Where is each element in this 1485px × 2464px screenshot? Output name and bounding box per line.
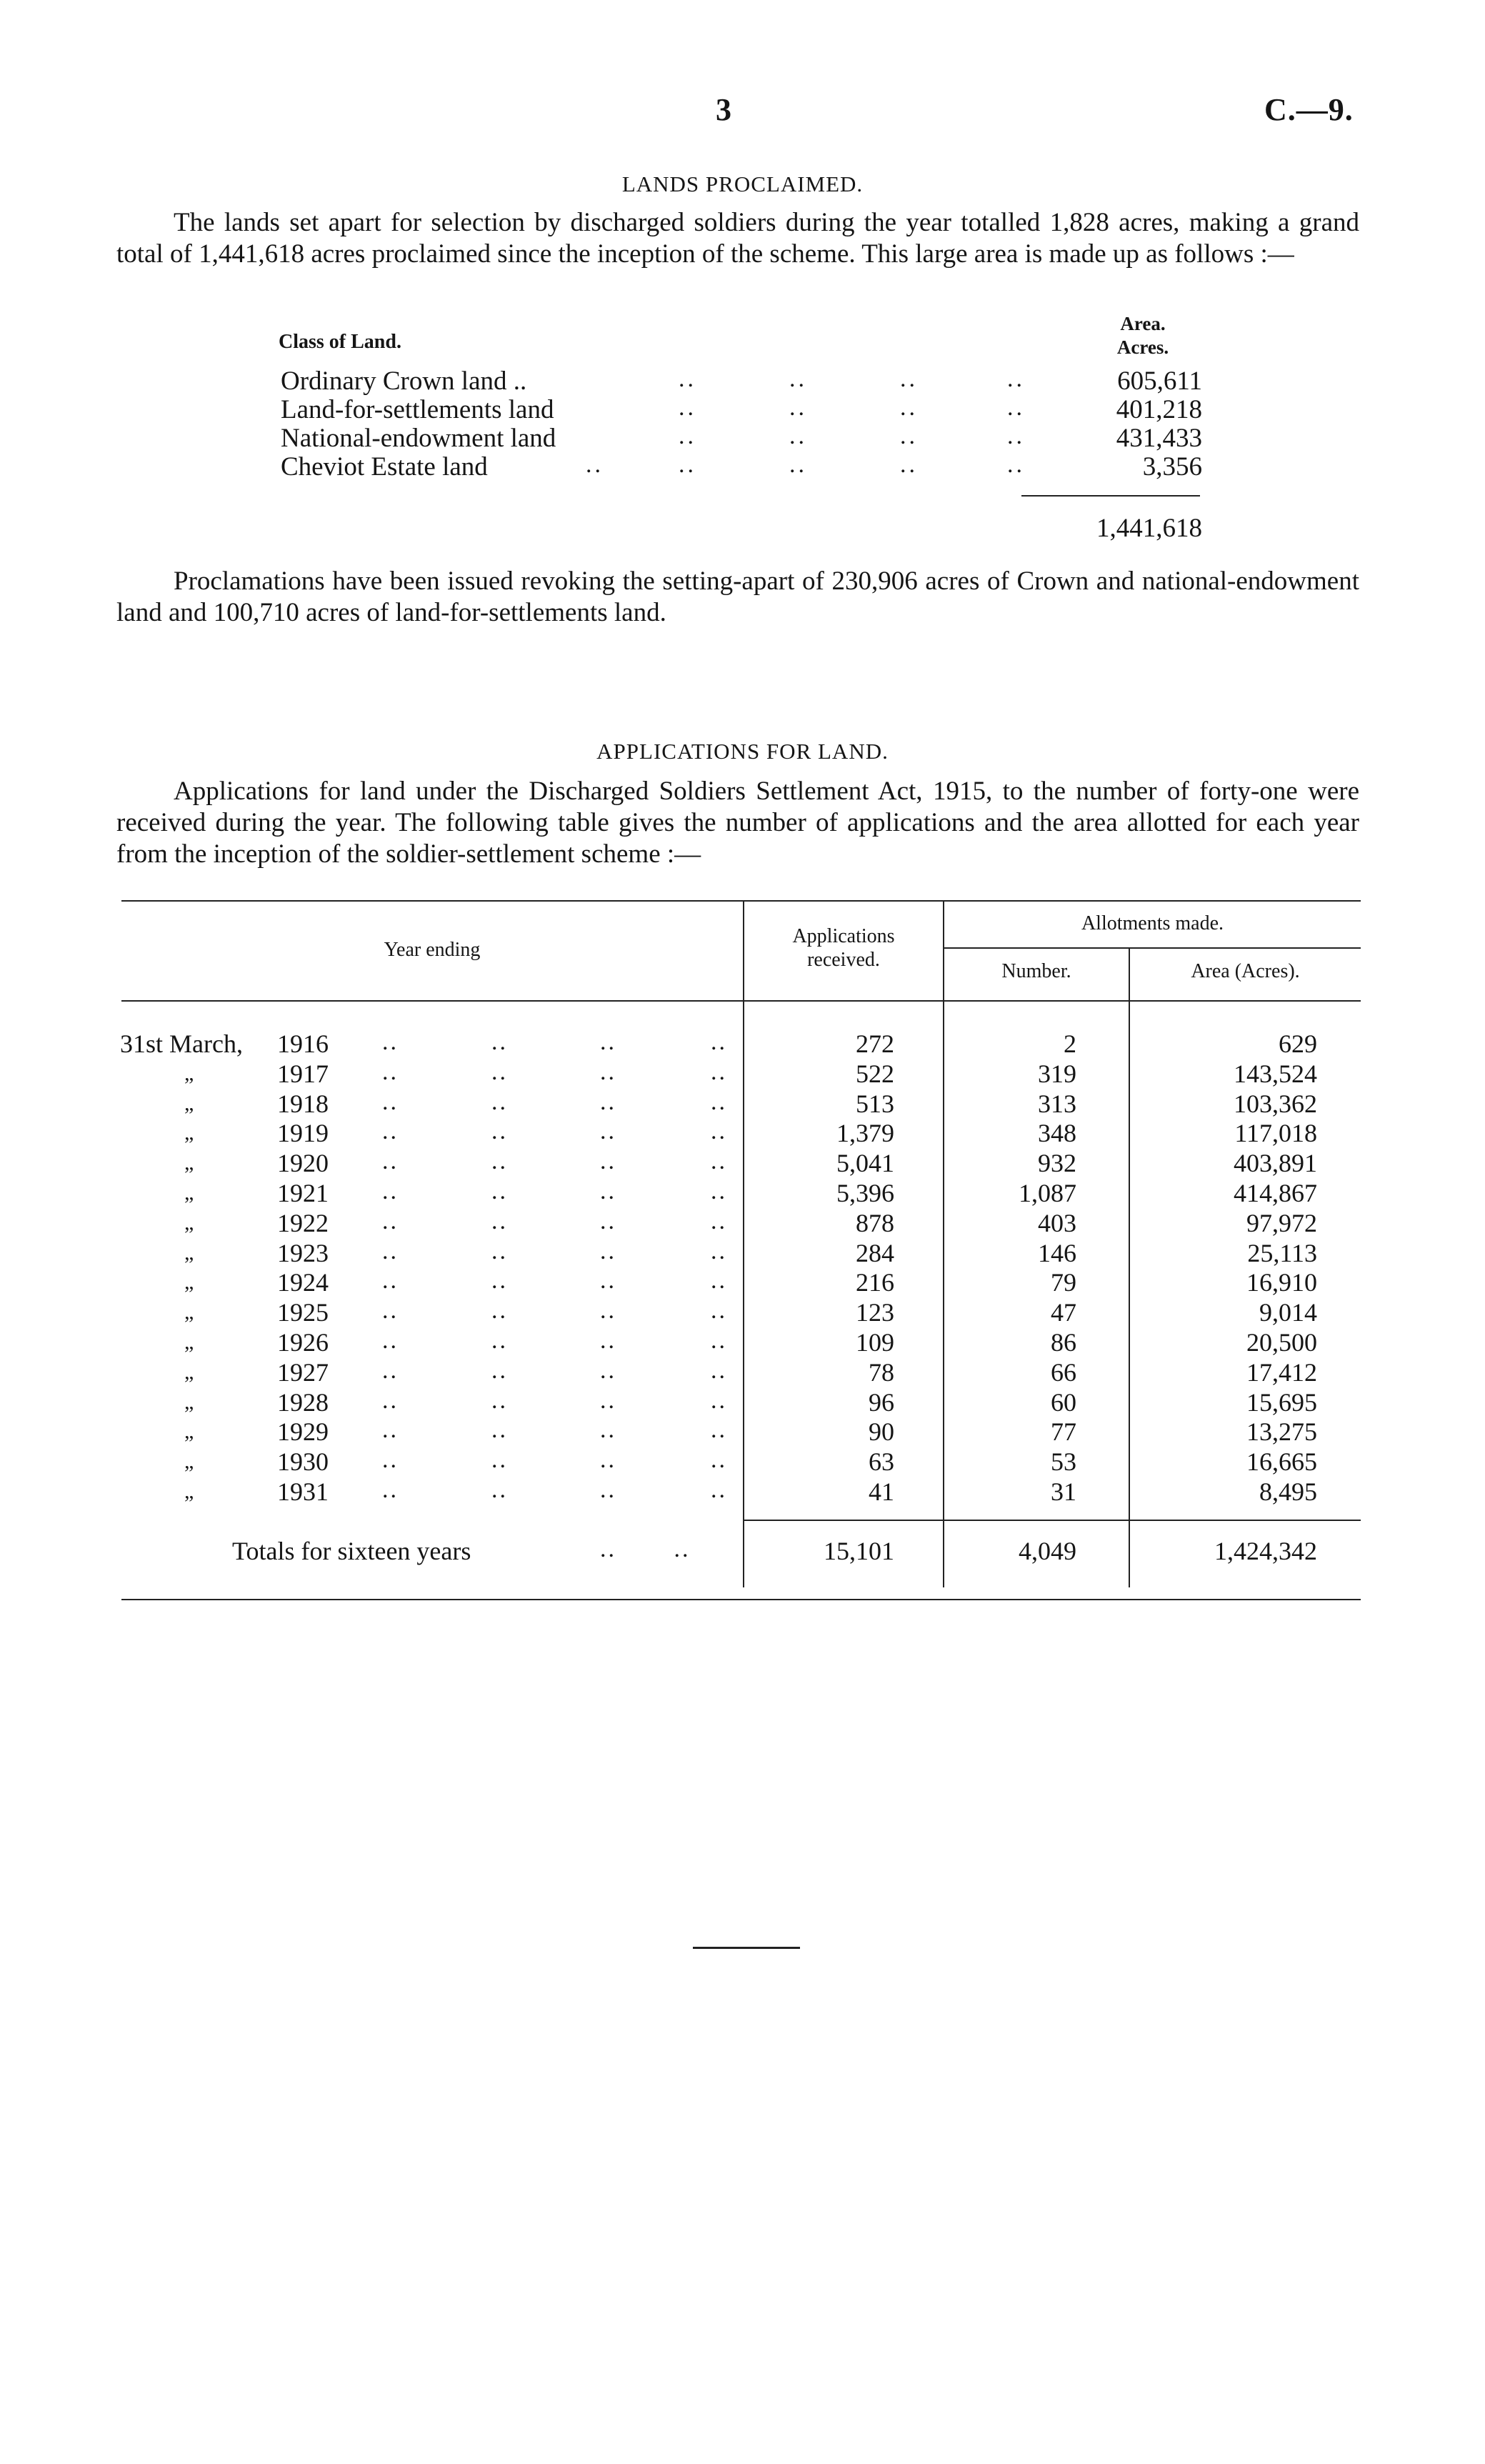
lands-total-row: [281, 513, 1202, 542]
lands-heading: LANDS PROCLAIMED.: [621, 171, 864, 196]
land-class-label: National-endowment land: [281, 424, 556, 453]
table-header-rule: [121, 1000, 1361, 1002]
allotments-sub-rule: [943, 947, 1361, 949]
area-cell: 629: [1279, 1029, 1317, 1058]
leader-dots: ..: [491, 1089, 508, 1115]
section-end-rule: [693, 1947, 800, 1949]
number-cell: 47: [1051, 1298, 1076, 1327]
table-top-rule: [121, 900, 1361, 902]
area-cell: 13,275: [1246, 1417, 1317, 1446]
col-header-applications: [744, 924, 943, 972]
leader-dots: ..: [600, 1118, 616, 1144]
area-cell: 403,891: [1234, 1149, 1317, 1177]
ditto-mark: „: [184, 1330, 194, 1354]
ditto-mark: „: [184, 1181, 194, 1204]
area-cell: 103,362: [1234, 1089, 1317, 1118]
leader-dots: ..: [382, 1297, 399, 1324]
ditto-mark: „: [184, 1450, 194, 1473]
year-cell: 1916: [277, 1029, 329, 1058]
leader-dots: ..: [1007, 423, 1025, 449]
class-of-land-header: Class of Land.: [279, 331, 401, 353]
leader-dots: ..: [900, 394, 918, 421]
col-header-area: Area (Acres).: [1191, 960, 1300, 982]
year-cell: 1930: [277, 1447, 329, 1476]
leader-dots: ..: [600, 1357, 616, 1384]
leader-dots: ..: [600, 1267, 616, 1294]
leader-dots: ..: [382, 1059, 399, 1085]
area-cell: 414,867: [1234, 1179, 1317, 1207]
leader-dots: ..: [382, 1267, 399, 1294]
leader-dots: ..: [491, 1178, 508, 1204]
leader-dots: ..: [1007, 366, 1025, 392]
leader-dots: ..: [491, 1327, 508, 1354]
leader-dots: ..: [382, 1118, 399, 1144]
year-cell: 1920: [277, 1149, 329, 1177]
number-cell: 86: [1051, 1328, 1076, 1357]
area-cell: 117,018: [1234, 1119, 1317, 1147]
leader-dots: ..: [600, 1029, 616, 1055]
leader-dots: ..: [1007, 452, 1025, 478]
year-cell: 1931: [277, 1477, 329, 1506]
applications-cell: 63: [869, 1447, 894, 1476]
leader-dots: ..: [382, 1387, 399, 1414]
leader-dots: ..: [600, 1387, 616, 1414]
leader-dots: ..: [382, 1327, 399, 1354]
number-cell: 2: [1064, 1029, 1076, 1058]
applications-cell: 216: [856, 1268, 894, 1297]
leader-dots: ..: [711, 1297, 727, 1324]
lands-paragraph: [116, 207, 1359, 270]
number-cell: 79: [1051, 1268, 1076, 1297]
revocation-text: Proclamations have been issued revoking the setting-apart of 230,906 acres of Crown and national-endowment land and 100,710 acres of land-for-settlements land.: [116, 567, 1359, 627]
leader-dots: ..: [600, 1059, 616, 1085]
leader-dots: ..: [382, 1238, 399, 1265]
land-class-row: [281, 394, 1202, 423]
land-class-row: [281, 423, 1202, 452]
applications-cell: 1,379: [836, 1119, 894, 1147]
ditto-mark: „: [184, 1420, 194, 1443]
leader-dots: ..: [600, 1148, 616, 1174]
ditto-mark: „: [184, 1062, 194, 1085]
applications-cell: 522: [856, 1059, 894, 1088]
applications-cell: 123: [856, 1298, 894, 1327]
number-cell: 313: [1038, 1089, 1076, 1118]
leader-dots: ..: [491, 1447, 508, 1473]
leader-dots: ..: [600, 1477, 616, 1503]
number-cell: 319: [1038, 1059, 1076, 1088]
totals-leader-dots: .. ..: [600, 1536, 691, 1562]
leader-dots: ..: [711, 1447, 727, 1473]
leader-dots: ..: [491, 1267, 508, 1294]
area-header-line2: Acres.: [1116, 336, 1169, 358]
number-cell: 53: [1051, 1447, 1076, 1476]
number-cell: 146: [1038, 1239, 1076, 1267]
area-header-line1: Area.: [1120, 313, 1166, 334]
ditto-mark: „: [184, 1092, 194, 1115]
applications-cell: 96: [869, 1388, 894, 1417]
leader-dots: ..: [711, 1238, 727, 1265]
area-cell: 25,113: [1247, 1239, 1317, 1267]
area-cell: 143,524: [1234, 1059, 1317, 1088]
leader-dots: ..: [679, 423, 696, 449]
year-cell: 1918: [277, 1089, 329, 1118]
year-cell: 1923: [277, 1239, 329, 1267]
col-header-number: Number.: [1001, 960, 1071, 982]
leader-dots: ..: [491, 1148, 508, 1174]
leader-dots: ..: [900, 452, 918, 478]
land-class-acres: 401,218: [1116, 395, 1202, 424]
totals-area: 1,424,342: [1214, 1537, 1317, 1565]
applications-cell: 878: [856, 1209, 894, 1237]
leader-dots: ..: [491, 1029, 508, 1055]
applications-cell: 109: [856, 1328, 894, 1357]
totals-applications: 15,101: [824, 1537, 894, 1565]
land-class-acres: 605,611: [1117, 366, 1202, 396]
leader-dots: ..: [491, 1297, 508, 1324]
leader-dots: ..: [679, 452, 696, 478]
lands-paragraph-text: The lands set apart for selection by discharged soldiers during the year totalled 1,828 acres, making a grand total of 1,441,618 acres proclaimed since the inception of the scheme. This large area is made up as follows :—: [116, 208, 1359, 269]
leader-dots: ..: [1007, 394, 1025, 421]
year-cell: 1926: [277, 1328, 329, 1357]
year-prefix: 31st March,: [120, 1029, 243, 1058]
number-cell: 66: [1051, 1358, 1076, 1387]
area-header: [1093, 312, 1193, 359]
leader-dots: ..: [711, 1267, 727, 1294]
leader-dots: ..: [711, 1477, 727, 1503]
col-header-allotments: Allotments made.: [1081, 912, 1224, 934]
ditto-mark: „: [184, 1241, 194, 1265]
leader-dots: ..: [600, 1238, 616, 1265]
area-cell: 16,665: [1246, 1447, 1317, 1476]
leader-dots: ..: [789, 423, 807, 449]
land-class-acres: 3,356: [1142, 452, 1202, 482]
leader-dots: ..: [600, 1178, 616, 1204]
leader-dots: ..: [711, 1327, 727, 1354]
leader-dots: ..: [679, 366, 696, 392]
leader-dots: ..: [711, 1089, 727, 1115]
applications-heading: APPLICATIONS FOR LAND.: [596, 739, 889, 764]
area-cell: 16,910: [1246, 1268, 1317, 1297]
ditto-mark: „: [184, 1151, 194, 1174]
applications-cell: 272: [856, 1029, 894, 1058]
leader-dots: ..: [491, 1357, 508, 1384]
leader-dots: ..: [711, 1148, 727, 1174]
totals-rule: [743, 1520, 1361, 1521]
leader-dots: ..: [491, 1387, 508, 1414]
leader-dots: ..: [491, 1417, 508, 1443]
table-bottom-rule: [121, 1599, 1361, 1600]
land-class-row: [281, 452, 1202, 480]
applications-cell: 5,041: [836, 1149, 894, 1177]
leader-dots: ..: [382, 1178, 399, 1204]
leader-dots: ..: [491, 1059, 508, 1085]
area-cell: 20,500: [1246, 1328, 1317, 1357]
number-cell: 932: [1038, 1149, 1076, 1177]
leader-dots: ..: [711, 1178, 727, 1204]
leader-dots: ..: [679, 394, 696, 421]
page-number: 3: [716, 92, 731, 127]
leader-dots: ..: [600, 1089, 616, 1115]
year-cell: 1917: [277, 1059, 329, 1088]
leader-dots: ..: [382, 1357, 399, 1384]
year-cell: 1919: [277, 1119, 329, 1147]
land-class-label: Cheviot Estate land: [281, 452, 488, 482]
area-cell: 97,972: [1246, 1209, 1317, 1237]
leader-dots: ..: [491, 1238, 508, 1265]
page-reference: C.—9.: [1264, 92, 1354, 127]
ditto-mark: „: [184, 1211, 194, 1235]
total-rule: [1021, 495, 1200, 497]
area-cell: 8,495: [1259, 1477, 1317, 1506]
leader-dots: ..: [900, 366, 918, 392]
applications-paragraph-text: Applications for land under the Discharged Soldiers Settlement Act, 1915, to the number of forty-one were received during the year. The following table gives the number of applications and the area allotted for each year from the inception of the soldier-settlement scheme :—: [116, 777, 1359, 869]
totals-label: Totals for sixteen years: [232, 1537, 471, 1565]
applications-cell: 78: [869, 1358, 894, 1387]
year-cell: 1928: [277, 1388, 329, 1417]
leader-dots: ..: [789, 366, 807, 392]
number-cell: 60: [1051, 1388, 1076, 1417]
leader-dots: ..: [600, 1417, 616, 1443]
number-cell: 31: [1051, 1477, 1076, 1506]
leader-dots: ..: [382, 1208, 399, 1235]
year-cell: 1925: [277, 1298, 329, 1327]
applications-cell: 284: [856, 1239, 894, 1267]
leader-dots: ..: [600, 1327, 616, 1354]
number-cell: 348: [1038, 1119, 1076, 1147]
year-cell: 1921: [277, 1179, 329, 1207]
leader-dots: ..: [491, 1477, 508, 1503]
ditto-mark: „: [184, 1270, 194, 1294]
leader-dots: ..: [382, 1477, 399, 1503]
totals-number: 4,049: [1019, 1537, 1076, 1565]
number-cell: 403: [1038, 1209, 1076, 1237]
leader-dots: ..: [491, 1208, 508, 1235]
applications-paragraph: [116, 776, 1359, 870]
leader-dots: ..: [382, 1148, 399, 1174]
leader-dots: ..: [600, 1297, 616, 1324]
leader-dots: ..: [491, 1118, 508, 1144]
leader-dots: ..: [711, 1417, 727, 1443]
applications-cell: 5,396: [836, 1179, 894, 1207]
land-class-label: Land-for-settlements land: [281, 395, 554, 424]
year-cell: 1922: [277, 1209, 329, 1237]
ditto-mark: „: [184, 1480, 194, 1503]
land-class-acres: 431,433: [1116, 424, 1202, 453]
leader-dots: ..: [382, 1417, 399, 1443]
col-header-year: Year ending: [384, 939, 481, 961]
land-class-label: Ordinary Crown land ..: [281, 366, 527, 396]
applications-cell: 513: [856, 1089, 894, 1118]
leader-dots: ..: [900, 423, 918, 449]
revocation-paragraph: [116, 566, 1359, 629]
leader-dots: ..: [711, 1118, 727, 1144]
leader-dots: ..: [789, 452, 807, 478]
land-class-row: [281, 366, 1202, 394]
leader-dots: ..: [382, 1089, 399, 1115]
leader-dots: ..: [711, 1357, 727, 1384]
col-header-applications-line1: Applications: [792, 925, 895, 947]
ditto-mark: „: [184, 1390, 194, 1414]
leader-dots: ..: [711, 1029, 727, 1055]
area-cell: 15,695: [1246, 1388, 1317, 1417]
leader-dots: ..: [382, 1029, 399, 1055]
applications-cell: 41: [869, 1477, 894, 1506]
year-cell: 1927: [277, 1358, 329, 1387]
year-cell: 1929: [277, 1417, 329, 1446]
leader-dots: ..: [586, 452, 604, 478]
applications-cell: 90: [869, 1417, 894, 1446]
ditto-mark: „: [184, 1121, 194, 1144]
ditto-mark: „: [184, 1300, 194, 1324]
leader-dots: ..: [382, 1447, 399, 1473]
leader-dots: ..: [711, 1208, 727, 1235]
leader-dots: ..: [600, 1447, 616, 1473]
area-cell: 9,014: [1259, 1298, 1317, 1327]
leader-dots: ..: [600, 1208, 616, 1235]
number-cell: 1,087: [1019, 1179, 1076, 1207]
year-cell: 1924: [277, 1268, 329, 1297]
leader-dots: ..: [711, 1059, 727, 1085]
lands-total-value: 1,441,618: [1096, 514, 1202, 543]
ditto-mark: „: [184, 1360, 194, 1384]
leader-dots: ..: [789, 394, 807, 421]
area-cell: 17,412: [1246, 1358, 1317, 1387]
number-cell: 77: [1051, 1417, 1076, 1446]
leader-dots: ..: [711, 1387, 727, 1414]
col-header-applications-line2: received.: [807, 949, 880, 971]
